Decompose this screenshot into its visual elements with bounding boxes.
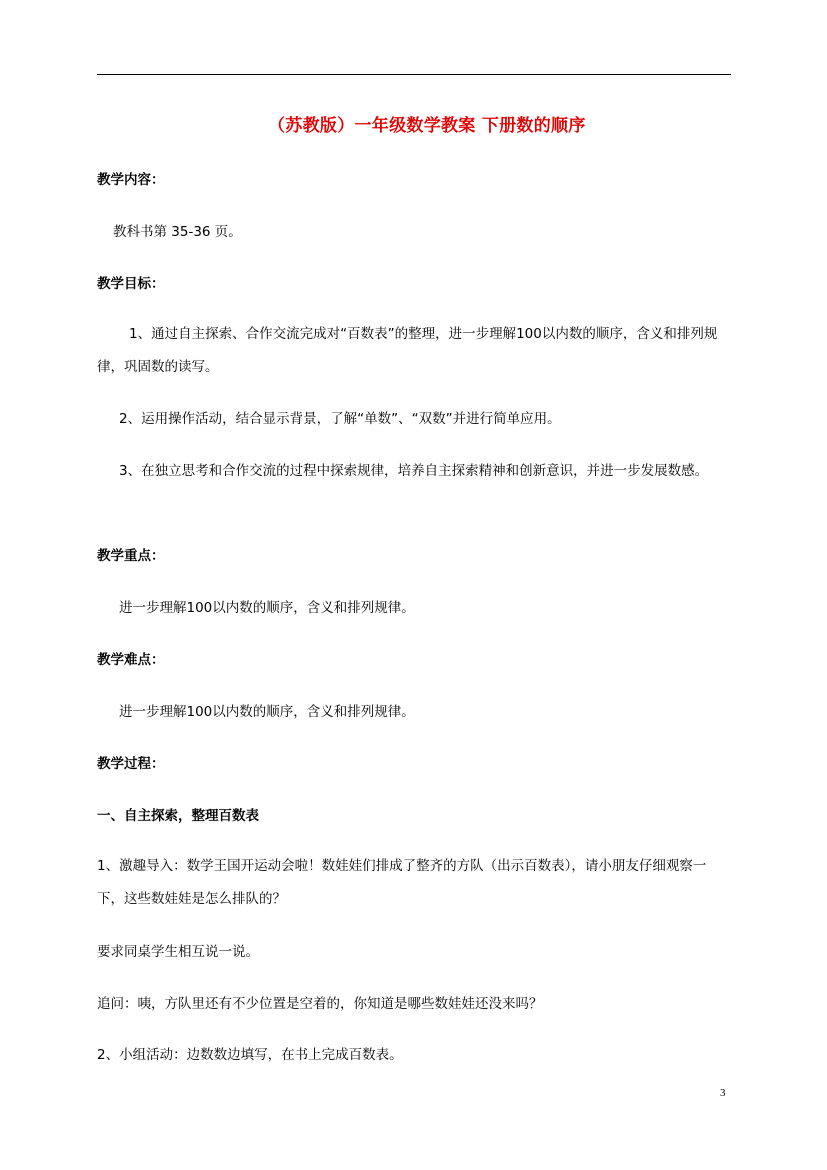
document-title: （苏教版）一年级数学教案 下册数的顺序 (268, 116, 586, 136)
goal-2: 2、运用操作活动，结合显示背景，了解“单数”、“双数”并进行简单应用。 (119, 411, 561, 427)
page-number: 3 (720, 1087, 726, 1099)
goal-1: 1、通过自主探索、合作交流完成对“百数表”的整理，进一步理解100以内数的顺序，含义和排列规律，巩固数的读写。 (97, 326, 718, 375)
step-2: 2、小组活动：边数数边填写，在书上完成百数表。 (97, 1047, 403, 1063)
goals-heading: 教学目标： (97, 276, 165, 292)
goal-3: 3、在独立思考和合作交流的过程中探索规律，培养自主探索精神和创新意识，并进一步发展数感。 (119, 463, 709, 479)
content-text: 教科书第 35-36 页。 (113, 224, 242, 240)
key-text: 进一步理解100以内数的顺序，含义和排列规律。 (119, 600, 415, 616)
step-1-question: 追问：咦，方队里还有不少位置是空着的，你知道是哪些数娃娃还没来吗？ (97, 996, 543, 1012)
content-heading: 教学内容： (97, 172, 165, 188)
key-heading: 教学重点： (97, 548, 165, 564)
step-1-requirement: 要求同桌学生相互说一说。 (97, 944, 259, 960)
difficulty-text: 进一步理解100以内数的顺序，含义和排列规律。 (119, 704, 415, 720)
process-heading: 教学过程： (97, 756, 165, 772)
step-1: 1、激趣导入：数学王国开运动会啦！数娃娃们排成了整齐的方队（出示百数表），请小朋友仔细观察一下，这些数娃娃是怎么排队的？ (97, 858, 707, 907)
part1-heading: 一、自主探索，整理百数表 (97, 808, 259, 824)
difficulty-heading: 教学难点： (97, 652, 165, 668)
header-rule (97, 74, 731, 75)
